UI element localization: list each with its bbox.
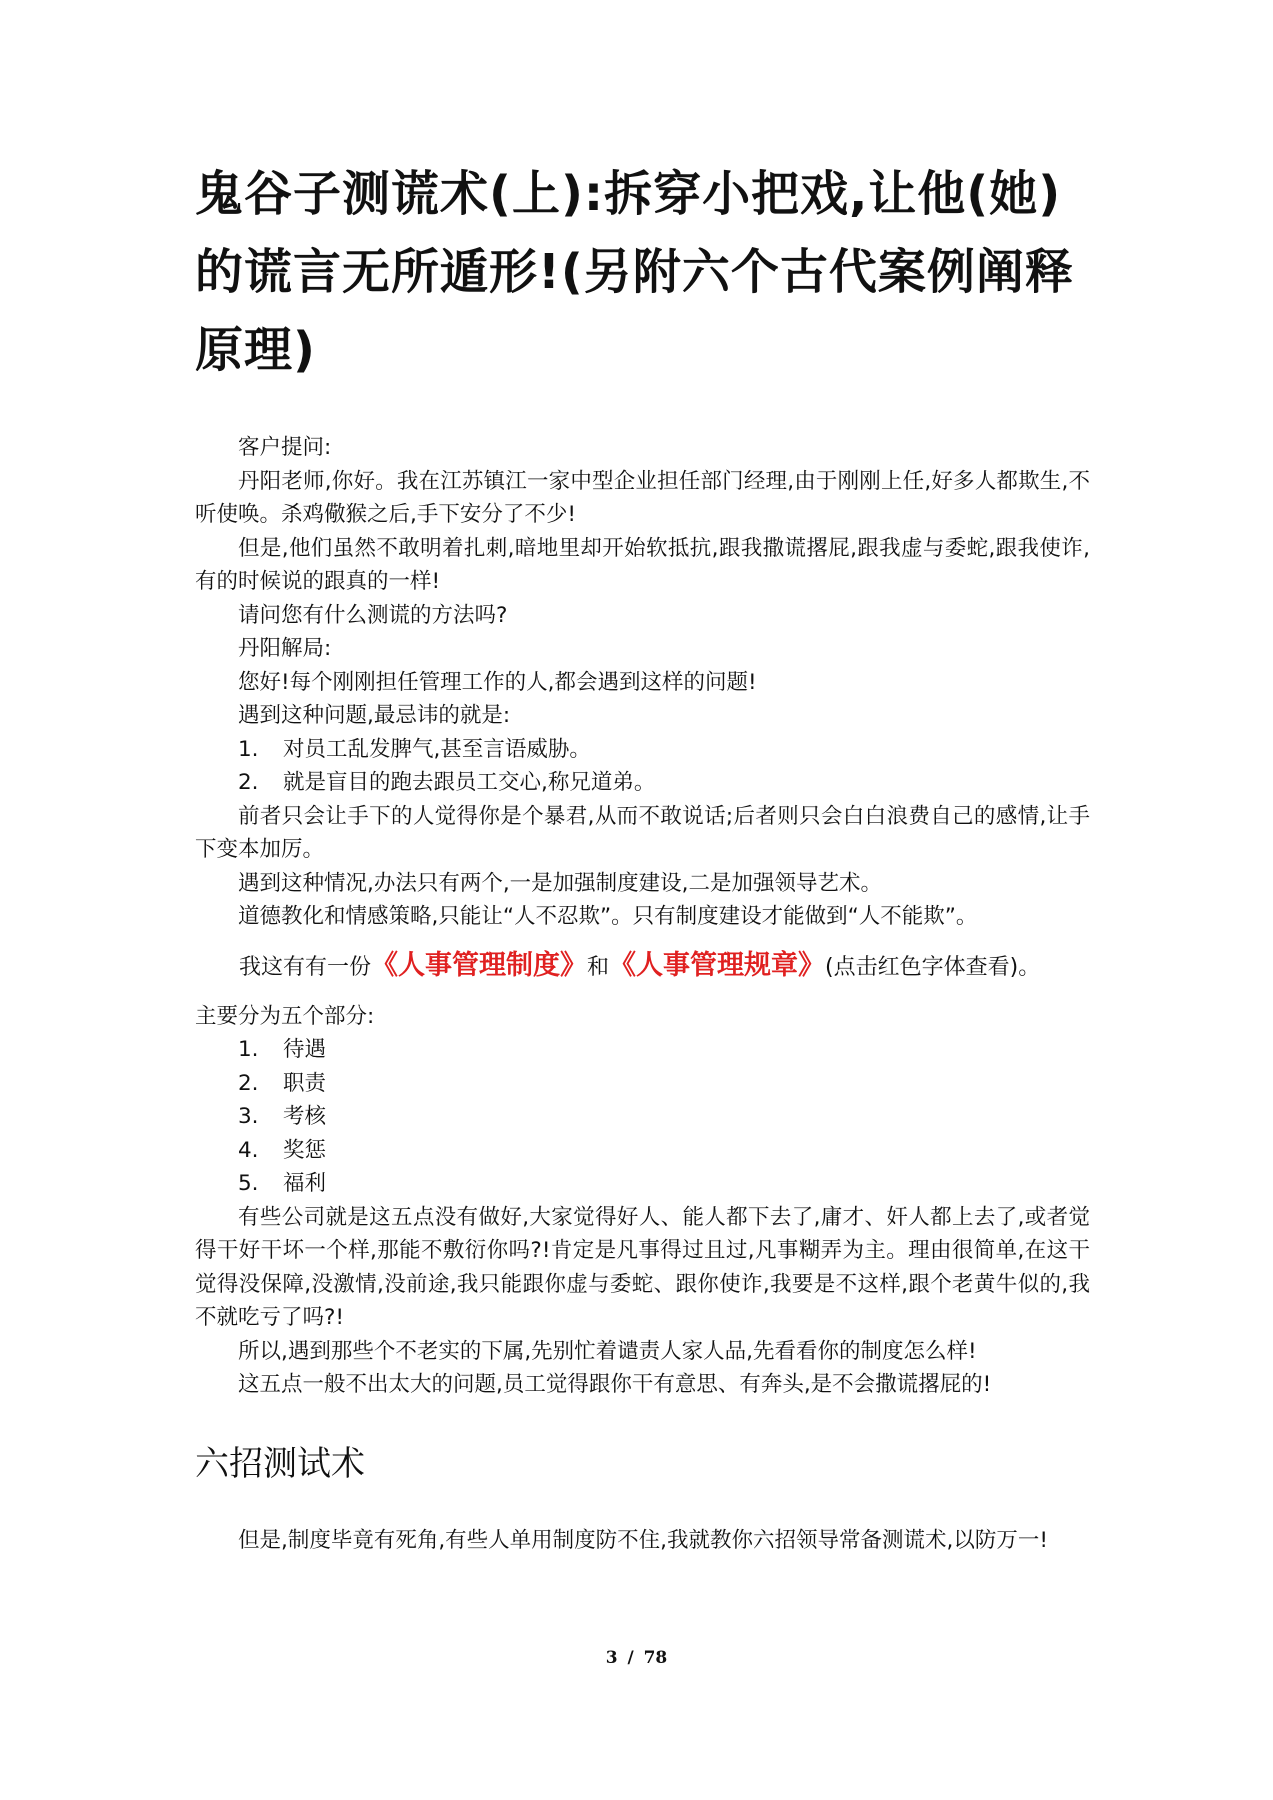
paragraph: 所以,遇到那些个不老实的下属,先别忙着谴责人家人品,先看看你的制度怎么样! — [238, 1338, 977, 1364]
list-number: 3. — [238, 1104, 259, 1129]
paragraph: 请问您有什么测谎的方法吗? — [238, 602, 508, 628]
list-number: 1. — [238, 736, 259, 762]
list-number: 5. — [238, 1171, 259, 1196]
list-text: 就是盲目的跑去跟员工交心,称兄道弟。 — [283, 770, 656, 795]
list-item — [195, 1134, 1090, 1168]
section-heading: 六招测试术 — [195, 1443, 365, 1484]
page-content — [195, 155, 1090, 1557]
paragraph: 前者只会让手下的人觉得你是个暴君,从而不敢说话;后者则只会白白浪费自己的感情,让手下变本加厉。 — [195, 803, 1090, 862]
links-paragraph — [195, 946, 1090, 988]
list-item — [195, 1167, 1090, 1201]
links-prefix: 我这有有一份 — [239, 954, 372, 980]
links-mid: 和 — [587, 954, 610, 980]
list-number: 4. — [238, 1137, 259, 1163]
list-item — [195, 1033, 1090, 1067]
hr-system-link[interactable]: 《人事管理制度》 — [371, 949, 588, 981]
links-suffix: (点击红色字体查看)。 — [825, 954, 1041, 980]
list-text: 对员工乱发脾气,甚至言语威胁。 — [283, 736, 591, 762]
numbered-list — [195, 733, 1090, 800]
numbered-list — [195, 1033, 1090, 1201]
list-number: 2. — [238, 1070, 259, 1096]
list-text: 福利 — [283, 1171, 327, 1196]
document-title: 鬼谷子测谎术(上):拆穿小把戏,让他(她)的谎言无所遁形!(另附六个古代案例阐释原理) — [195, 166, 1074, 378]
paragraph: 道德教化和情感策略,只能让“人不忍欺”。只有制度建设才能做到“人不能欺”。 — [238, 904, 978, 929]
paragraph: 但是,他们虽然不敢明着扎刺,暗地里却开始软抵抗,跟我撒谎撂屁,跟我虚与委蛇,跟我使诈,有的时候说的跟真的一样! — [195, 535, 1090, 594]
paragraph: 丹阳解局: — [238, 636, 332, 661]
list-item — [195, 1100, 1090, 1134]
page-number: 3 / 78 — [605, 1648, 668, 1668]
hr-rules-link[interactable]: 《人事管理规章》 — [609, 949, 826, 981]
paragraph: 但是,制度毕竟有死角,有些人单用制度防不住,我就教你六招领导常备测谎术,以防万一! — [238, 1527, 1048, 1553]
list-text: 职责 — [283, 1070, 327, 1096]
list-text: 奖惩 — [283, 1137, 327, 1163]
list-text: 考核 — [283, 1104, 327, 1129]
list-number: 2. — [238, 770, 259, 795]
list-item — [195, 766, 1090, 800]
paragraph: 主要分为五个部分: — [195, 1003, 375, 1029]
paragraph: 这五点一般不出太大的问题,员工觉得跟你干有意思、有奔头,是不会撒谎撂屁的! — [238, 1372, 992, 1397]
body-text — [195, 431, 1090, 1557]
list-text: 待遇 — [283, 1037, 327, 1062]
list-item — [195, 1067, 1090, 1101]
paragraph: 遇到这种问题,最忌讳的就是: — [238, 703, 511, 728]
paragraph: 有些公司就是这五点没有做好,大家觉得好人、能人都下去了,庸才、奸人都上去了,或者觉得干好干坏一个样,那能不敷衍你吗?!肯定是凡事得过且过,凡事糊弄为主。理由很简单,在这干觉得没保障,没激情,没前途,我只能跟你虚与委蛇、跟你使诈,我要是不这样,跟个老黄牛似的,我不就吃亏了吗?! — [195, 1204, 1090, 1330]
paragraph: 丹阳老师,你好。我在江苏镇江一家中型企业担任部门经理,由于刚刚上任,好多人都欺生,不听使唤。杀鸡儆猴之后,手下安分了不少! — [195, 468, 1090, 527]
paragraph: 遇到这种情况,办法只有两个,一是加强制度建设,二是加强领导艺术。 — [238, 870, 883, 896]
paragraph: 您好!每个刚刚担任管理工作的人,都会遇到这样的问题! — [238, 669, 757, 695]
list-number: 1. — [238, 1037, 259, 1062]
list-item — [195, 733, 1090, 767]
paragraph: 客户提问: — [238, 435, 332, 460]
